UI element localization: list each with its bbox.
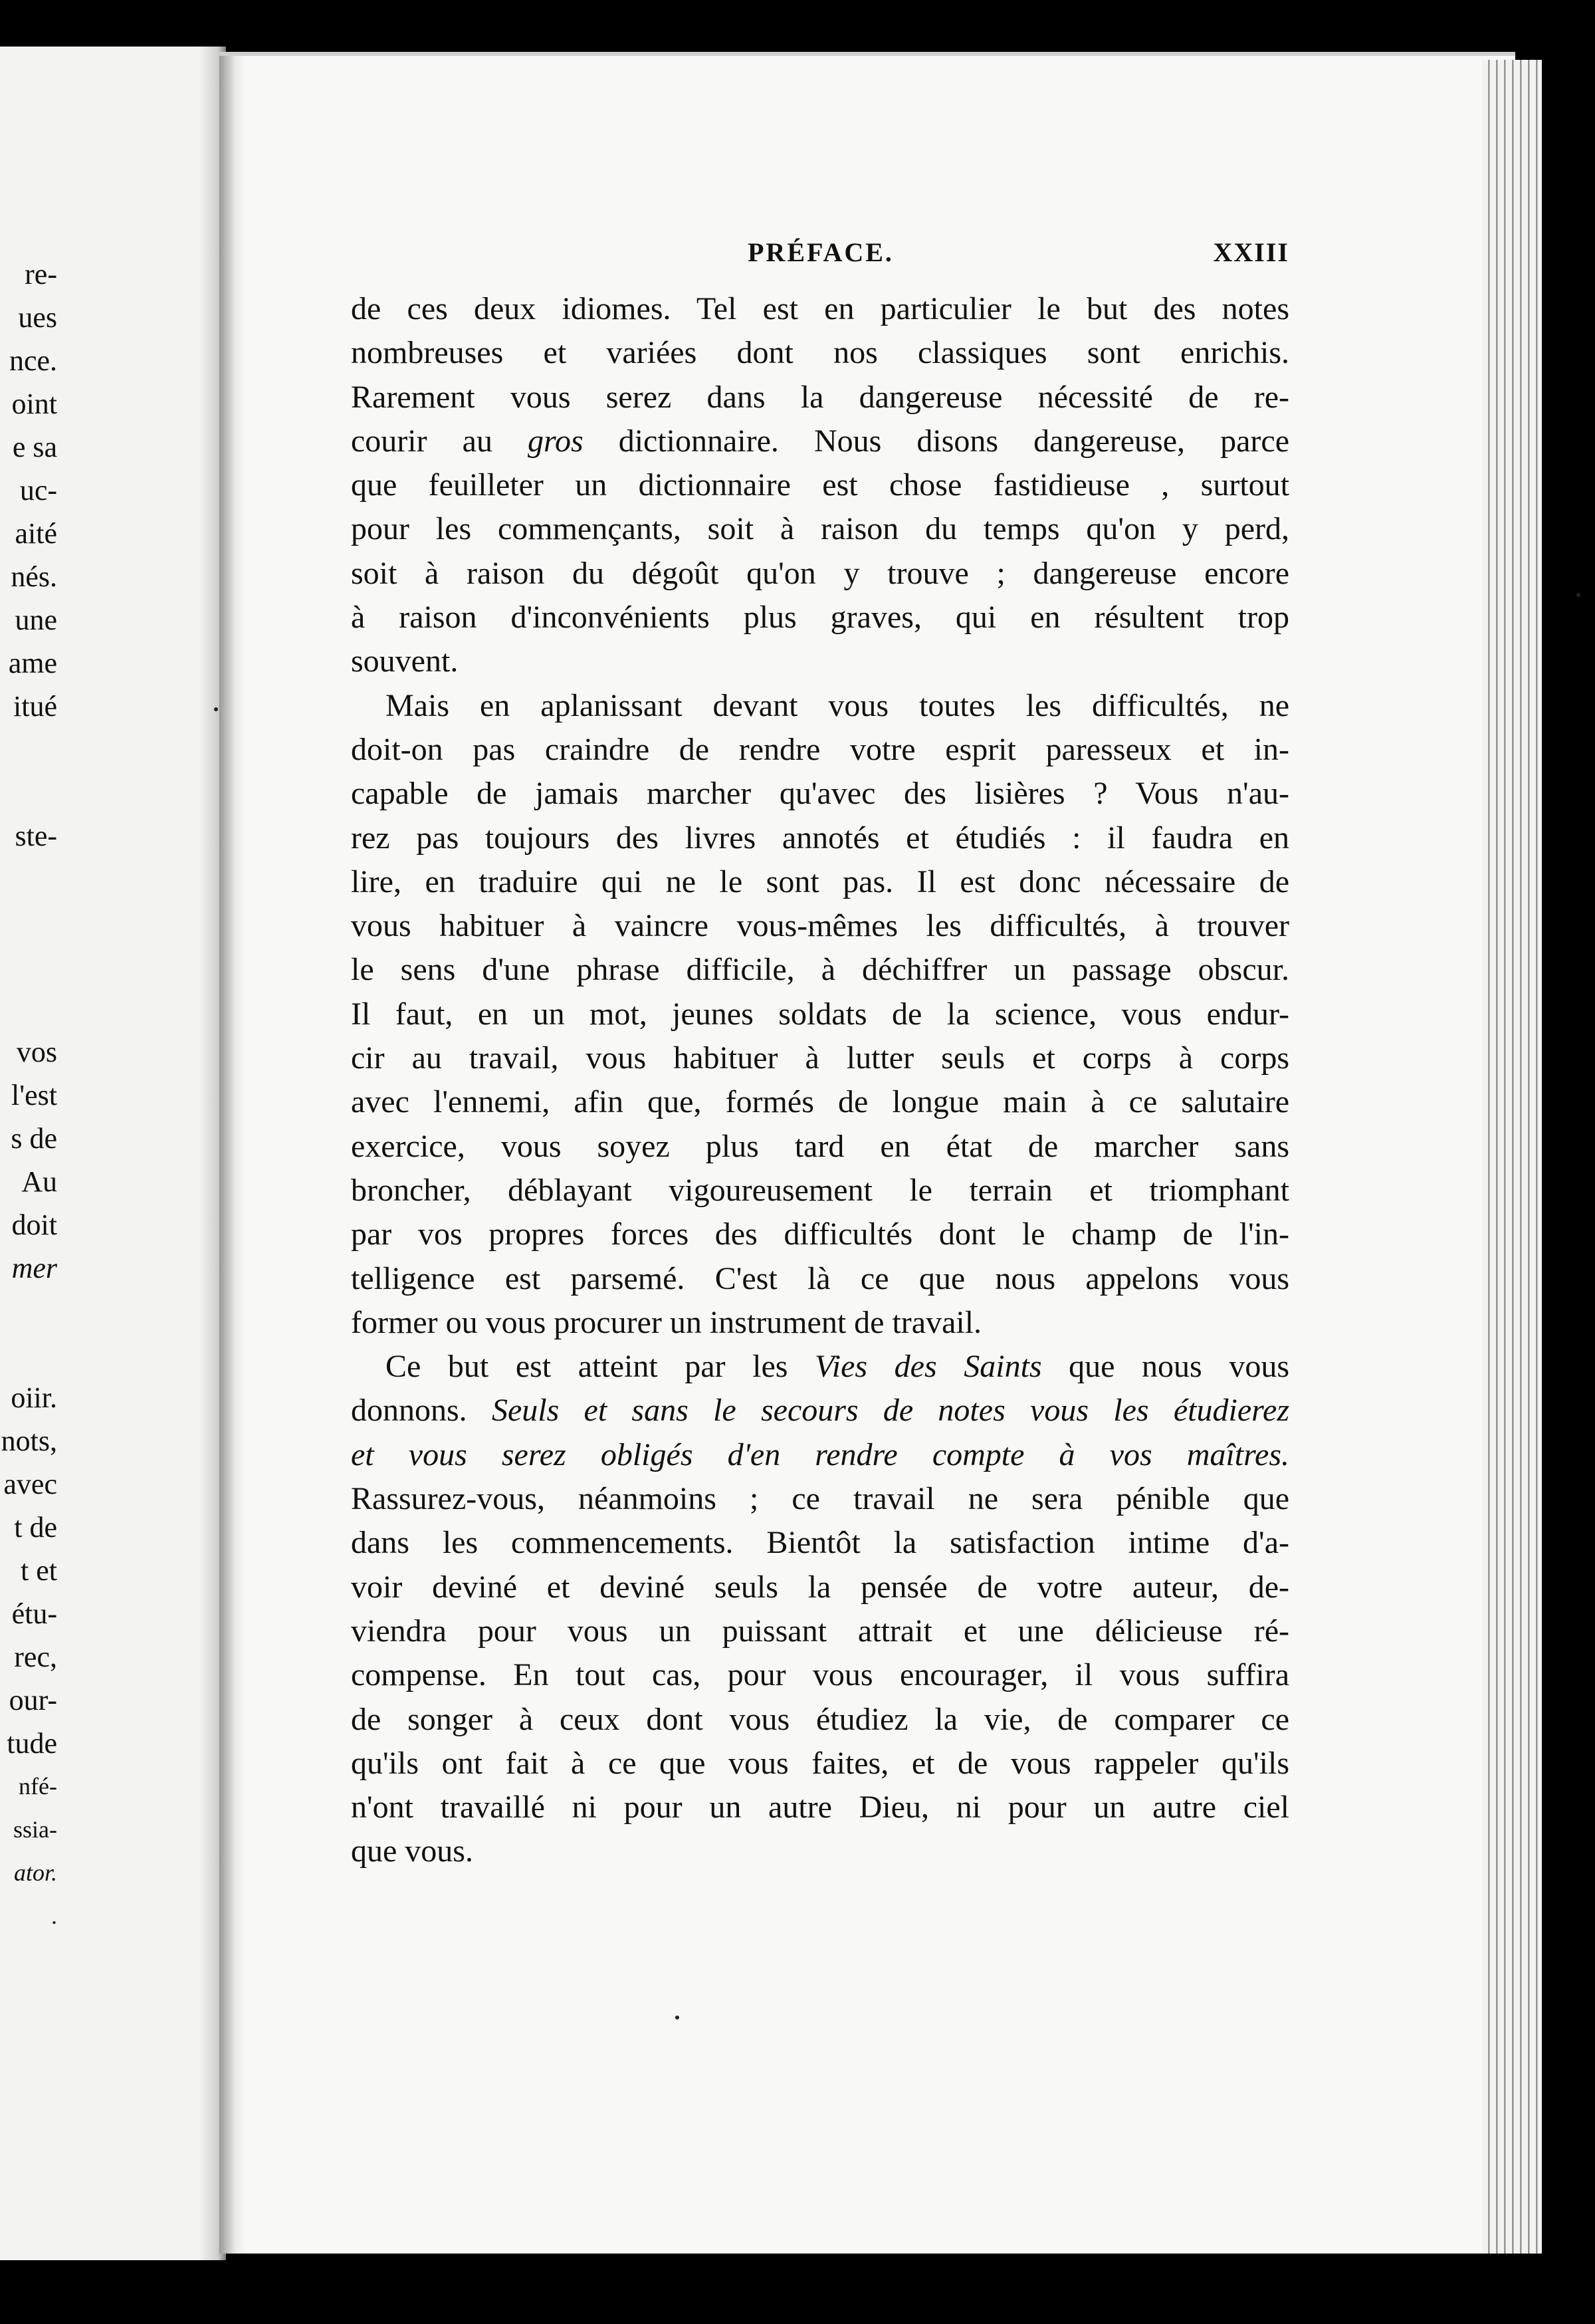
text-line: former ou vous procurer un instrument de travail. [351, 1304, 982, 1340]
left-fragment: t de [14, 1511, 57, 1544]
italic-title: Vies des Saints [815, 1349, 1042, 1385]
text-line: par vos propres forces des difficultés dont le champ de l'in- [351, 1217, 1289, 1252]
italic-word: gros [528, 423, 584, 459]
left-fragment: t et [21, 1554, 57, 1587]
text-line: souvent. [351, 643, 459, 679]
left-fragment: ame [8, 647, 57, 679]
text-line [351, 419, 1289, 463]
text-line: Rarement vous serez dans la dangereuse nécessité de re- [351, 379, 1289, 415]
left-fragment: oint [11, 388, 57, 420]
text-line: Mais en aplanissant devant vous toutes les difficultés, ne [385, 687, 1289, 723]
body-text [351, 287, 1289, 1874]
text-line: que feuilleter un dictionnaire est chose fastidieuse , surtout [351, 467, 1289, 503]
left-fragment: une [15, 604, 57, 636]
text-line: qu'ils ont fait à ce que vous faites, et de vous rappeler qu'ils [351, 1745, 1289, 1781]
text-line: soit à raison du dégoût qu'on y trouve ; dangereuse encore [351, 555, 1289, 591]
left-fragment: ues [18, 301, 57, 334]
italic-phrase: Seuls et sans le secours de notes vous les étudierez [491, 1393, 1290, 1429]
text-line: compense. En tout cas, pour vous encourager, il vous suffira [351, 1657, 1289, 1693]
text-line: et vous serez obligés d'en rendre compte à vos maîtres. [351, 1437, 1289, 1472]
left-fragment: ssia- [13, 1816, 57, 1843]
left-fragment: our- [9, 1684, 57, 1716]
text-segment: que nous vous [1041, 1349, 1289, 1385]
left-fragment: rec, [14, 1641, 57, 1673]
scan-speck [1576, 593, 1580, 597]
text-line: cir au travail, vous habituer à lutter seuls et corps à corps [351, 1040, 1289, 1076]
left-gap [0, 858, 57, 1030]
page-header [351, 237, 1289, 277]
left-fragment: s de [11, 1122, 57, 1155]
text-line: de songer à ceux dont vous étudiez la vie, de comparer ce [351, 1701, 1289, 1737]
text-line: exercice, vous soyez plus tard en état de marcher sans [351, 1128, 1289, 1164]
text-line: nombreuses et variées dont nos classiques sont enrichis. [351, 335, 1289, 371]
left-fragment: nots, [1, 1425, 57, 1457]
left-fragment: . [51, 1903, 57, 1929]
text-line: telligence est parsemé. C'est là ce que nous appelons vous [351, 1260, 1289, 1296]
left-fragment: nés. [11, 560, 57, 593]
running-title: PRÉFACE. [748, 237, 894, 267]
text-line: voir deviné et deviné seuls la pensée de votre auteur, de- [351, 1569, 1289, 1605]
text-line: à raison d'inconvénients plus graves, qui en résultent trop [351, 600, 1289, 636]
scan-speck [214, 707, 218, 711]
scan-speck [675, 2016, 679, 2020]
left-gap [0, 1290, 57, 1376]
text-line: rez pas toujours des livres annotés et étudiés : il faudra en [351, 820, 1289, 856]
text-line [351, 1345, 1289, 1389]
text-line: lire, en traduire qui ne le sont pas. Il est donc nécessaire de [351, 864, 1289, 899]
left-page-fragments [0, 253, 57, 1938]
left-fragment: mer [11, 1252, 57, 1284]
text-line: n'ont travaillé ni pour un autre Dieu, ni pour un autre ciel [351, 1790, 1289, 1825]
left-fragment: Au [21, 1165, 57, 1198]
text-segment: donnons. [351, 1393, 492, 1429]
left-fragment: uc- [19, 474, 57, 507]
text-line: le sens d'une phrase difficile, à déchiffrer un passage obscur. [351, 952, 1289, 988]
text-segment: Ce but est atteint par les [385, 1349, 815, 1385]
text-line: Rassurez-vous, néanmoins ; ce travail ne sera pénible que [351, 1481, 1289, 1517]
text-segment: courir au [351, 423, 528, 459]
left-fragment: nce. [9, 344, 57, 377]
text-segment: dictionnaire. Nous disons dangereuse, parce [583, 423, 1289, 459]
text-line [351, 1389, 1289, 1433]
left-fragment: étu- [11, 1597, 57, 1630]
left-fragment: itué [13, 690, 57, 723]
left-fragment: doit [11, 1209, 57, 1241]
left-fragment: re- [25, 258, 57, 290]
text-line: dans les commencements. Bientôt la satisfaction intime d'a- [351, 1525, 1289, 1561]
text-line: avec l'ennemi, afin que, formés de longue main à ce salutaire [351, 1084, 1289, 1120]
left-fragment: aité [15, 517, 57, 550]
left-gap [0, 728, 57, 814]
gutter-shadow [219, 53, 246, 2254]
text-line: doit-on pas craindre de rendre votre esprit paresseux et in- [351, 731, 1289, 767]
page-top-edge [219, 52, 1515, 56]
left-fragment: tude [7, 1727, 57, 1760]
text-line: que vous. [351, 1833, 473, 1869]
left-fragment: ste- [15, 820, 57, 852]
left-fragment: avec [3, 1468, 57, 1500]
text-line: broncher, déblayant vigoureusement le terrain et triomphant [351, 1172, 1289, 1208]
text-line: viendra pour vous un puissant attrait et une délicieuse ré- [351, 1613, 1289, 1649]
left-fragment: e sa [12, 431, 57, 463]
left-fragment: nfé- [19, 1773, 57, 1800]
left-fragment: vos [16, 1036, 57, 1068]
left-fragment: l'est [11, 1079, 57, 1111]
left-fragment: ator. [13, 1859, 57, 1886]
text-line: pour les commençants, soit à raison du temps qu'on y perd, [351, 511, 1289, 547]
page-number: XXIII [1213, 237, 1289, 267]
text-line: vous habituer à vaincre vous-mêmes les difficultés, à trouver [351, 908, 1289, 944]
left-fragment: oiir. [11, 1381, 57, 1414]
text-line: capable de jamais marcher qu'avec des lisières ? Vous n'au- [351, 776, 1289, 812]
text-line: Il faut, en un mot, jeunes soldats de la science, vous endur- [351, 996, 1289, 1032]
page-edges-stack [1482, 60, 1542, 2254]
text-line: de ces deux idiomes. Tel est en particulier le but des notes [351, 291, 1289, 326]
